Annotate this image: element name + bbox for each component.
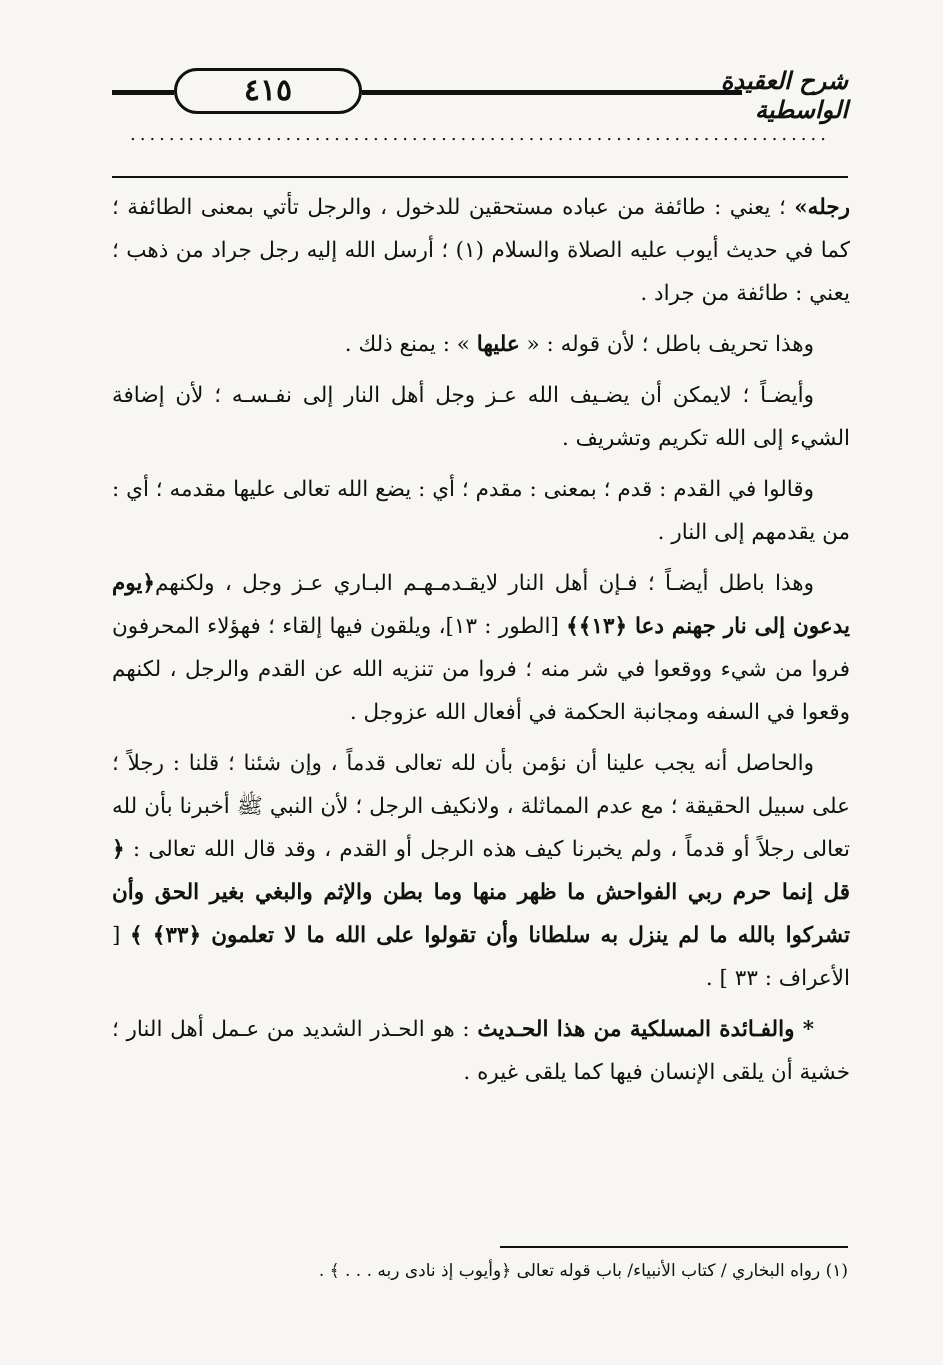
paragraph-1-text: ؛ يعني : طائفة من عباده مستحقين للدخول ، والرجل تأتي بمعنى الطائفة ؛ كما في حديث أيوب عليه الصلاة والسلام (١) ؛ أرسل الله إليه رجل جراد من ذهب ؛ يعني : طائفة من جراد . (112, 195, 850, 306)
paragraph-7 (112, 1008, 850, 1094)
paragraph-3-text: وأيضـاً ؛ لايمكن أن يضـيف الله عـز وجل أهل النار إلى نفـسـه ؛ لأن إضافة الشيء إلى الله تكريم وتشريف . (112, 383, 850, 451)
page-body (112, 186, 850, 1102)
header-separator (112, 176, 848, 178)
paragraph-5 (112, 562, 850, 734)
paragraph-1-lead: رجله» (794, 195, 850, 220)
paragraph-4 (112, 468, 850, 554)
paragraph-6 (112, 742, 850, 1000)
paragraph-5-after: [الطور : ١٣]، ويلقون فيها إلقاء ؛ فهؤلاء المحرفون فروا من شيء ووقعوا في شر منه ؛ فروا من تنزيه الله عن القدم والرجل ، لكنهم وقعوا في السفه ومجانبة الحكمة في أفعال الله عزوجل . (112, 614, 850, 725)
footnote-separator (500, 1246, 848, 1248)
paragraph-2-bold: عليها (476, 332, 520, 357)
paragraph-2-after: » : يمنع ذلك . (344, 332, 477, 357)
paragraph-6-before: والحاصل أنه يجب علينا أن نؤمن بأن لله تعالى قدماً ، وإن شئنا ؛ قلنا : رجلاً ؛ على سبيل الحقيقة ؛ مع عدم المماثلة ، ولانكيف الرجل ؛ لأن النبي ﷺ أخبرنا بأن لله تعالى رجلاً أو قدماً ، ولم يخبرنا كيف هذه الرجل أو القدم ، وقد قال الله تعالى : (112, 751, 850, 862)
paragraph-3 (112, 374, 850, 460)
quran-verse-tur: ﴿يوم يدعون إلى نار جهنم دعا ﴿١٣﴾﴾ (112, 571, 850, 639)
footnote: (١) رواه البخاري / كتاب الأنبياء/ باب قوله تعالى ﴿وأيوب إذ نادى ربه . . . ﴾ . (318, 1261, 848, 1281)
header-rule-left (112, 90, 174, 95)
paragraph-2 (112, 323, 850, 366)
quran-verse-araf: ﴿ قل إنما حرم ربي الفواحش ما ظهر منها وما بطن والإثم والبغي بغير الحق وأن تشركوا بالله ما لم ينزل به سلطانا وأن تقولوا على الله ما لا تعلمون ﴿٣٣﴾ ﴾ (112, 837, 850, 948)
page-number: ٤١٥ (174, 68, 362, 114)
paragraph-2-before: وهذا تحريف باطل ؛ لأن قوله : « (519, 332, 814, 357)
paragraph-1 (112, 186, 850, 315)
paragraph-6-after: [ الأعراف : ٣٣ ] . (112, 923, 850, 991)
paragraph-7-text: : هو الحـذر الشديد من عـمل أهل النار ؛ خشية أن يلقى الإنسان فيها كما يلقى غيره . (112, 1017, 850, 1085)
paragraph-5-before: وهذا باطل أيضـاً ؛ فـإن أهل النار لايقـدمـهـم البـاري عـز وجل ، ولكنهم (155, 571, 814, 596)
book-title: شرح العقيدة الواسطية (720, 66, 848, 124)
page-header (112, 62, 848, 122)
paragraph-4-text: وقالوا في القدم : قدم ؛ بمعنى : مقدم ؛ أي : يضع الله تعالى عليها مقدمه ؛ أي : من يقدمهم إلى النار . (112, 477, 850, 545)
paragraph-7-lead: * والفـائدة المسلكية من هذا الحـديث (477, 1017, 814, 1042)
dotted-rule: ........................................................................ (130, 124, 830, 144)
